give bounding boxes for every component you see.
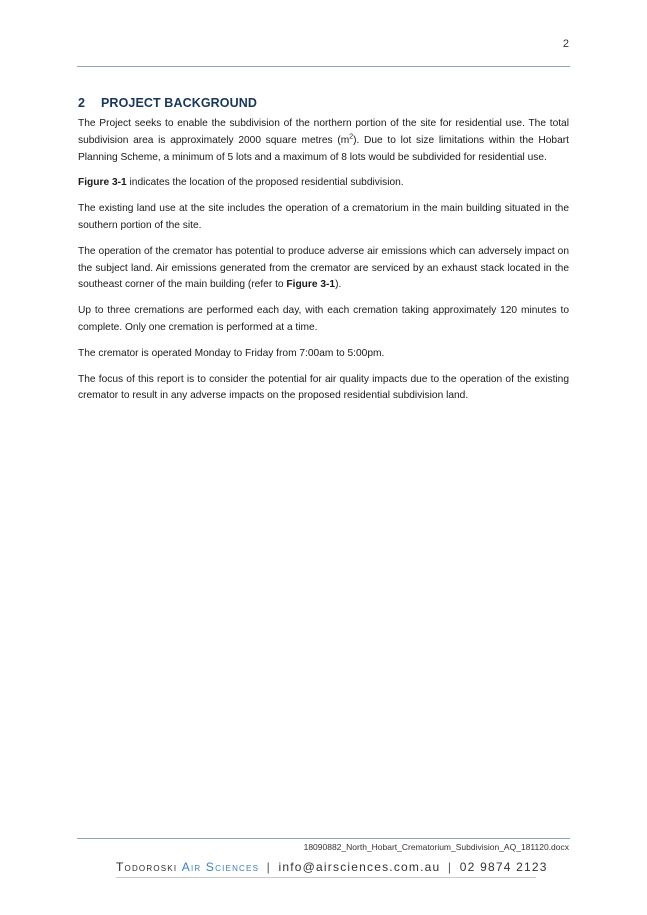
paragraph-emissions: [78, 244, 569, 294]
section-number: 2: [78, 96, 86, 110]
footer-underline: [116, 877, 536, 878]
paragraph-project-intro: [78, 116, 569, 166]
paragraph-land-use: The existing land use at the site includes the operation of a crematorium in the main building situated in the southern portion of the site.: [78, 203, 569, 231]
figure-reference: Figure 3-1: [78, 177, 127, 189]
paragraph-text: ).: [335, 279, 342, 291]
footer-divider: [77, 838, 570, 839]
figure-reference: Figure 3-1: [286, 279, 336, 291]
header-divider: [77, 66, 570, 67]
section-title: PROJECT BACKGROUND: [101, 96, 257, 110]
brand-name: Todoroski: [116, 860, 178, 874]
page-number: 2: [562, 38, 569, 50]
section-heading: [78, 96, 569, 110]
document-filename: 18090882_North_Hobart_Crematorium_Subdivision_AQ_181120.docx: [303, 842, 569, 852]
footer-email: info@airsciences.com.au: [278, 860, 441, 874]
paragraph-focus: The focus of this report is to consider the potential for air quality impacts due to the operation of the existing cremator to result in any adverse impacts on the proposed residential subdivision land.: [78, 373, 569, 402]
paragraph-text: indicates the location of the proposed residential subdivision.: [126, 177, 404, 189]
paragraph-hours: The cremator is operated Monday to Friday from 7:00am to 5:00pm.: [78, 347, 385, 359]
footer-separator: |: [447, 860, 453, 874]
document-body: [78, 96, 569, 414]
paragraph-figure-ref: [78, 175, 569, 192]
paragraph-text: ). Due to lot size limitations within the Hobart Planning Scheme, a minimum of 5 lots and a maximum of 8 lots would be subdivided for residential use.: [78, 134, 569, 163]
paragraph-cremations: Up to three cremations are performed each day, with each cremation taking approximately 120 minutes to complete. Only one cremation is performed at a time.: [78, 305, 569, 333]
paragraph-text: The Project seeks to enable the subdivision of the northern portion of the site for residential use. The total subdivision area is approximately 2000 square metres (m: [78, 118, 569, 146]
paragraph-text: The operation of the cremator has potential to produce adverse air emissions which can adversely impact on the subject land. Air emissions generated from the cremator are serviced by an exhaust stack located in the southeast corner of the main building (refer to: [78, 245, 569, 291]
brand-accent: Air Sciences: [181, 860, 260, 874]
footer-phone: 02 9874 2123: [459, 860, 548, 874]
footer-brand-line: [116, 860, 548, 874]
superscript: 2: [349, 133, 354, 141]
footer-separator: |: [266, 860, 271, 874]
